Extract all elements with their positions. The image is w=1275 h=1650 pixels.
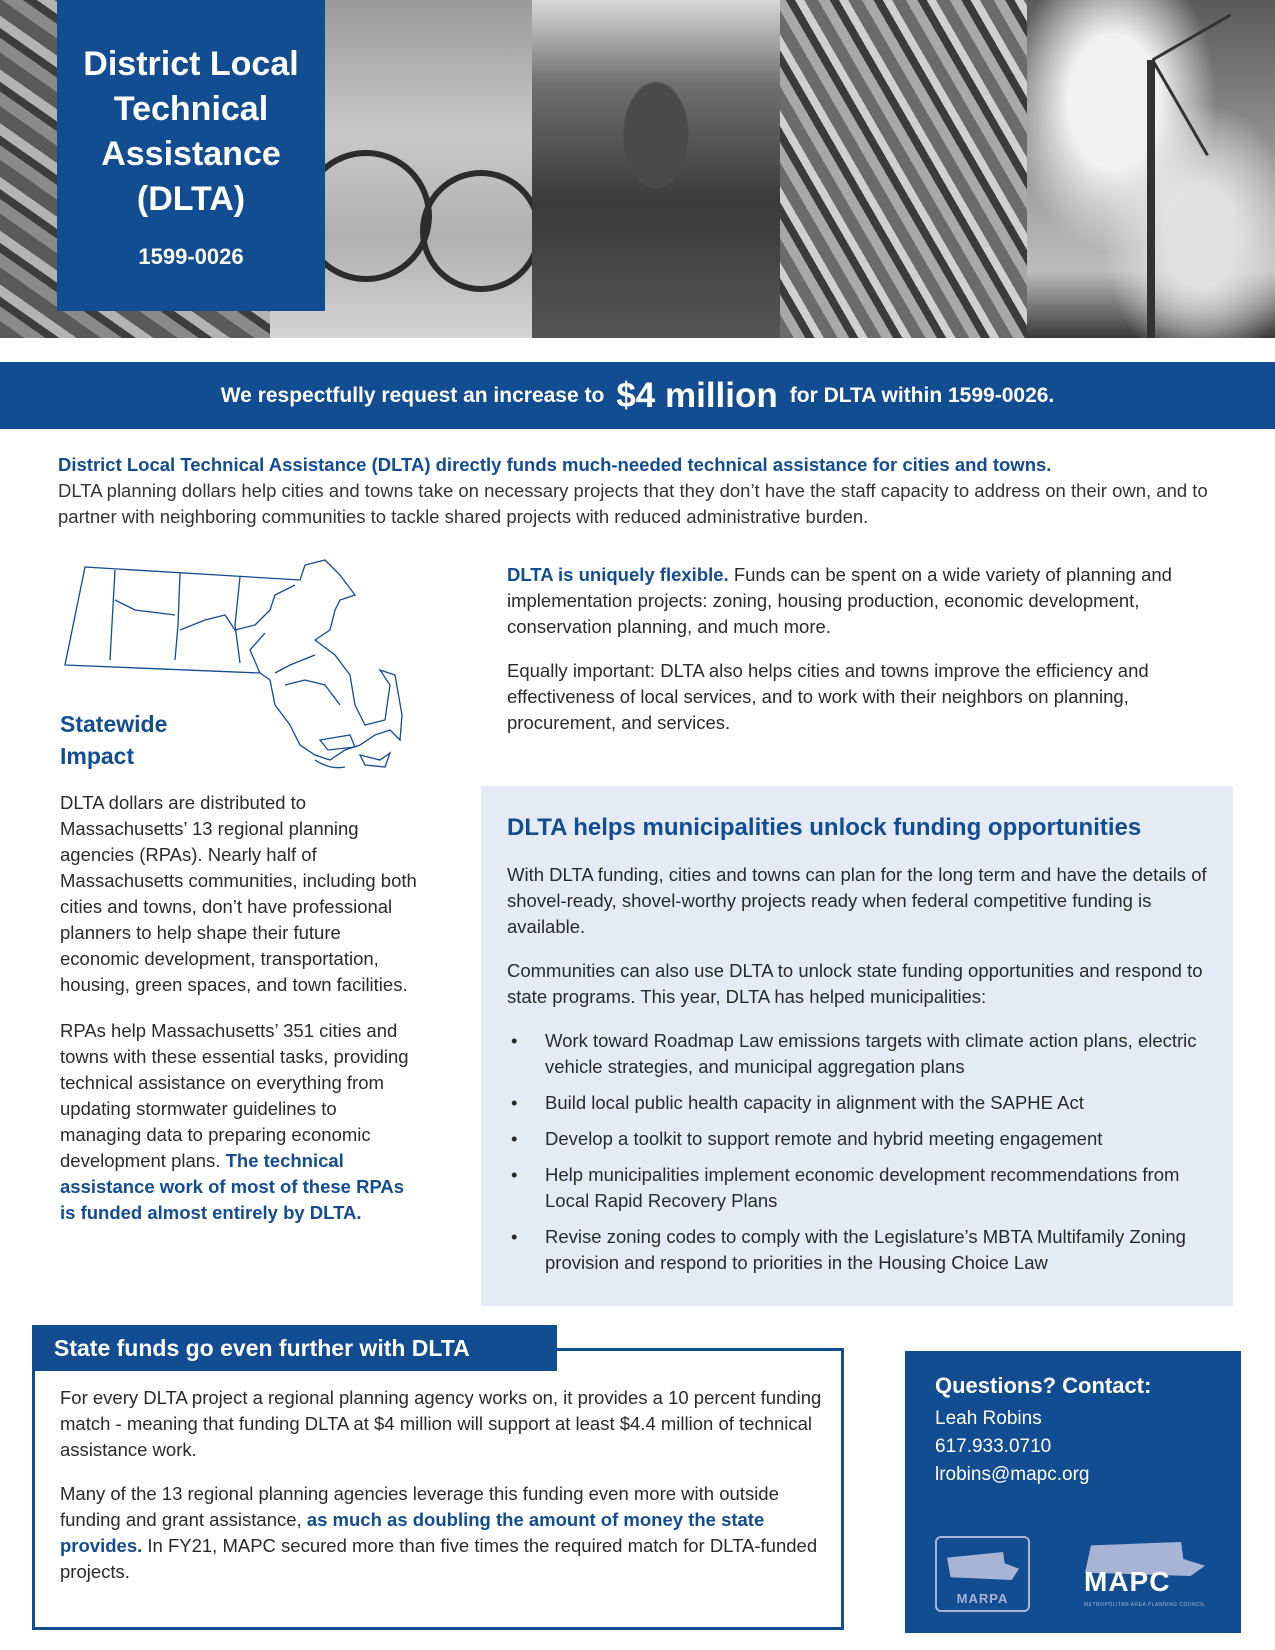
marpa-logo [935,1536,1030,1612]
heading-line: Impact [60,743,135,769]
state-funds-text [60,1385,830,1603]
title-box [57,0,325,311]
para-text: In FY21, MAPC secured more than five times the required match for DLTA-funded projects. [60,1535,818,1582]
list-item [507,1090,1207,1116]
contact-name: Leah Robins [935,1408,1042,1429]
statewide-para-2 [60,1018,420,1226]
line-item-code: 1599-0026 [138,244,244,269]
contact-heading: Questions? Contact: [935,1373,1152,1398]
funding-panel-title: DLTA helps municipalities unlock funding opportunities [507,814,1142,841]
bullet-icon: • [511,1030,518,1051]
list-item [507,1162,1207,1214]
contact-box [905,1351,1241,1633]
neighborhood-photo [780,0,1027,338]
state-funds-para-2 [60,1481,830,1585]
list-item [507,1224,1207,1276]
intro-section [58,452,1228,530]
state-funds-para-1: For every DLTA project a regional planning agency works on, it provides a 10 percent funding match - meaning that funding DLTA at $4 million will support at least $4.4 million of technical assistance work. [60,1387,822,1460]
mapc-logo [1080,1536,1210,1612]
funding-para-2: Communities can also use DLTA to unlock state funding opportunities and respond to state programs. This year, DLTA has helped municipalities: [507,960,1203,1007]
intro-body: DLTA planning dollars help cities and towns take on necessary projects that they don’t have the staff capacity to address on their own, and to partner with neighboring communities to tackle shared projects with reduced administrative burden. [58,480,1208,527]
para-text: Funds can be spent on a wide variety of planning and implementation projects: zoning, housing production, economic development, conservation planning, and much more. [507,564,1172,637]
title-line: District Local [83,45,299,83]
request-banner [0,362,1275,429]
marpa-logo-text: MARPA [956,1591,1009,1606]
list-item [507,1126,1207,1152]
para-highlight: as much as doubling the amount of money the state provides. [60,1509,765,1556]
statewide-para-1: DLTA dollars are distributed to Massachusetts’ 13 regional planning agencies (RPAs). Nearly half of Massachusetts communities, including both cities and towns, don’t have professional planners to help shape their future economic development, transportation, housing, green spaces, and town facilities. [60,792,417,995]
list-item-text: Work toward Roadmap Law emissions targets with climate action plans, electric vehicle strategies, and municipal aggregation plans [545,1030,1197,1077]
title-line: Technical [113,90,269,128]
list-item-text: Build local public health capacity in alignment with the SAPHE Act [545,1092,1084,1113]
banner-suffix: for DLTA within 1599-0026. [789,383,1055,407]
list-item-text: Help municipalities implement economic development recommendations from Local Rapid Recovery Plans [545,1164,1180,1211]
funding-opportunities-panel [481,786,1233,1306]
partner-logos [935,1536,1210,1612]
mapc-logo-text: MAPC [1084,1566,1171,1597]
flexibility-section [507,562,1207,754]
wind-turbine-photo [1027,0,1275,338]
banner-amount: $4 million [616,375,778,415]
funding-bullet-list [507,1028,1207,1276]
para-highlight: DLTA is uniquely flexible. [507,564,729,585]
contact-phone[interactable]: 617.933.0710 [935,1436,1052,1457]
bullet-icon: • [511,1226,518,1247]
intro-lead: District Local Technical Assistance (DLTA) directly funds much-needed technical assistance for cities and towns. [58,454,1052,475]
turbine-blade [1152,14,1231,62]
heading-line: Statewide [60,711,168,737]
mapc-logo-subtitle: METROPOLITAN AREA PLANNING COUNCIL [1084,1602,1206,1608]
bullet-icon: • [511,1092,518,1113]
list-item [507,1028,1207,1080]
bullet-icon: • [511,1164,518,1185]
list-item-text: Develop a toolkit to support remote and hybrid meeting engagement [545,1128,1103,1149]
para-text: RPAs help Massachusetts’ 351 cities and towns with these essential tasks, providing technical assistance on everything from updating stormwater guidelines to managing data to preparing economic development plans. [60,1020,409,1171]
flexible-para-2: Equally important: DLTA also helps cities and towns improve the efficiency and effectiveness of local services, and to work with their neighbors on planning, procurement, and services. [507,660,1149,733]
massachusetts-shape-icon [947,1552,1019,1580]
title-line: (DLTA) [136,180,246,218]
turbine-blade [1151,59,1209,156]
statewide-impact-text [60,790,420,1246]
list-item-text: Revise zoning codes to comply with the Legislature’s MBTA Multifamily Zoning provision and respond to priorities in the Housing Choice Law [545,1226,1186,1273]
para-text: Many of the 13 regional planning agencies leverage this funding even more with outside funding and grant assistance, [60,1483,779,1530]
gardener-photo [532,0,780,338]
bullet-icon: • [511,1128,518,1149]
flexible-para-1 [507,562,1207,640]
funding-para-1: With DLTA funding, cities and towns can plan for the long term and have the details of shovel-ready, shovel-worthy projects ready when federal competitive funding is available. [507,864,1207,937]
turbine-pole [1147,60,1155,338]
state-funds-heading: State funds go even further with DLTA [32,1325,557,1371]
statewide-impact-heading [60,708,167,772]
contact-email[interactable]: lrobins@mapc.org [935,1464,1090,1485]
banner-prefix: We respectfully request an increase to [220,383,605,407]
para-highlight: The technical assistance work of most of these RPAs is funded almost entirely by DLTA. [60,1150,405,1223]
title-line: Assistance [101,135,281,173]
